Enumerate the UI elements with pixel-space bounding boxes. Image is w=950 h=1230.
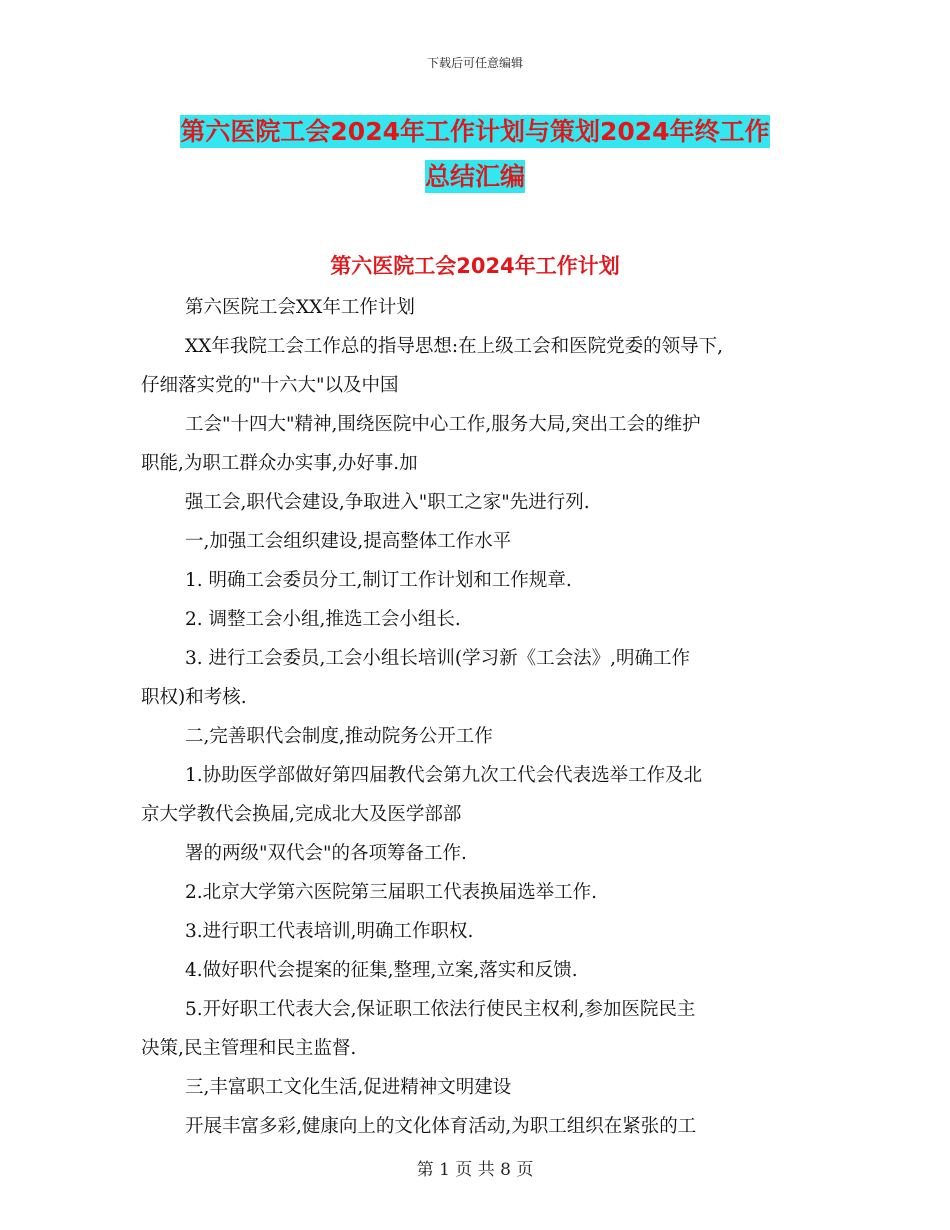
body-line: 2.北京大学第六医院第三届职工代表换届选举工作. <box>185 882 598 903</box>
page-footer: 第 1 页 共 8 页 <box>416 1160 534 1180</box>
body-line: 三,丰富职工文化生活,促进精神文明建设 <box>185 1077 512 1098</box>
document-title-text-1: 第六医院工会2024年工作计划与策划2024年终工作 <box>180 117 770 146</box>
body-line: 职能,为职工群众办实事,办好事.加 <box>141 453 418 474</box>
body-line: 5.开好职工代表大会,保证职工依法行使民主权利,参加医院民主 <box>185 999 696 1020</box>
body-line: 一,加强工会组织建设,提高整体工作水平 <box>185 531 512 552</box>
document-title-line-2 <box>0 157 950 193</box>
document-title-line-1 <box>0 112 950 148</box>
body-line: 2. 调整工会小组,推选工会小组长. <box>185 609 461 630</box>
document-title-text-2: 总结汇编 <box>424 162 525 191</box>
body-line: 强工会,职代会建设,争取进入"职工之家"先进行列. <box>185 492 590 513</box>
section-title: 第六医院工会2024年工作计划 <box>330 254 620 278</box>
body-line: 第六医院工会XX年工作计划 <box>185 297 415 318</box>
body-line: 开展丰富多彩,健康向上的文化体育活动,为职工组织在紧张的工 <box>185 1116 697 1137</box>
body-line: 职权)和考核. <box>141 687 247 708</box>
body-line: 1.协助医学部做好第四届教代会第九次工代会代表选举工作及北 <box>185 765 703 786</box>
header-note: 下载后可任意编辑 <box>426 56 523 70</box>
body-line: 仔细落实党的"十六大"以及中国 <box>141 375 399 396</box>
body-line: 二,完善职代会制度,推动院务公开工作 <box>185 726 493 747</box>
body-line: 京大学教代会换届,完成北大及医学部部 <box>141 804 462 825</box>
body-line: 工会"十四大"精神,围绕医院中心工作,服务大局,突出工会的维护 <box>185 414 701 435</box>
body-line: 1. 明确工会委员分工,制订工作计划和工作规章. <box>185 570 572 591</box>
body-line: 署的两级"双代会"的各项筹备工作. <box>185 843 467 864</box>
body-line: 3.进行职工代表培训,明确工作职权. <box>185 921 474 942</box>
body-line: XX年我院工会工作总的指导思想:在上级工会和医院党委的领导下, <box>185 336 723 357</box>
body-text <box>141 288 811 1146</box>
body-line: 4.做好职代会提案的征集,整理,立案,落实和反馈. <box>185 960 578 981</box>
body-line: 决策,民主管理和民主监督. <box>141 1038 357 1059</box>
body-line: 3. 进行工会委员,工会小组长培训(学习新《工会法》,明确工作 <box>185 648 691 669</box>
